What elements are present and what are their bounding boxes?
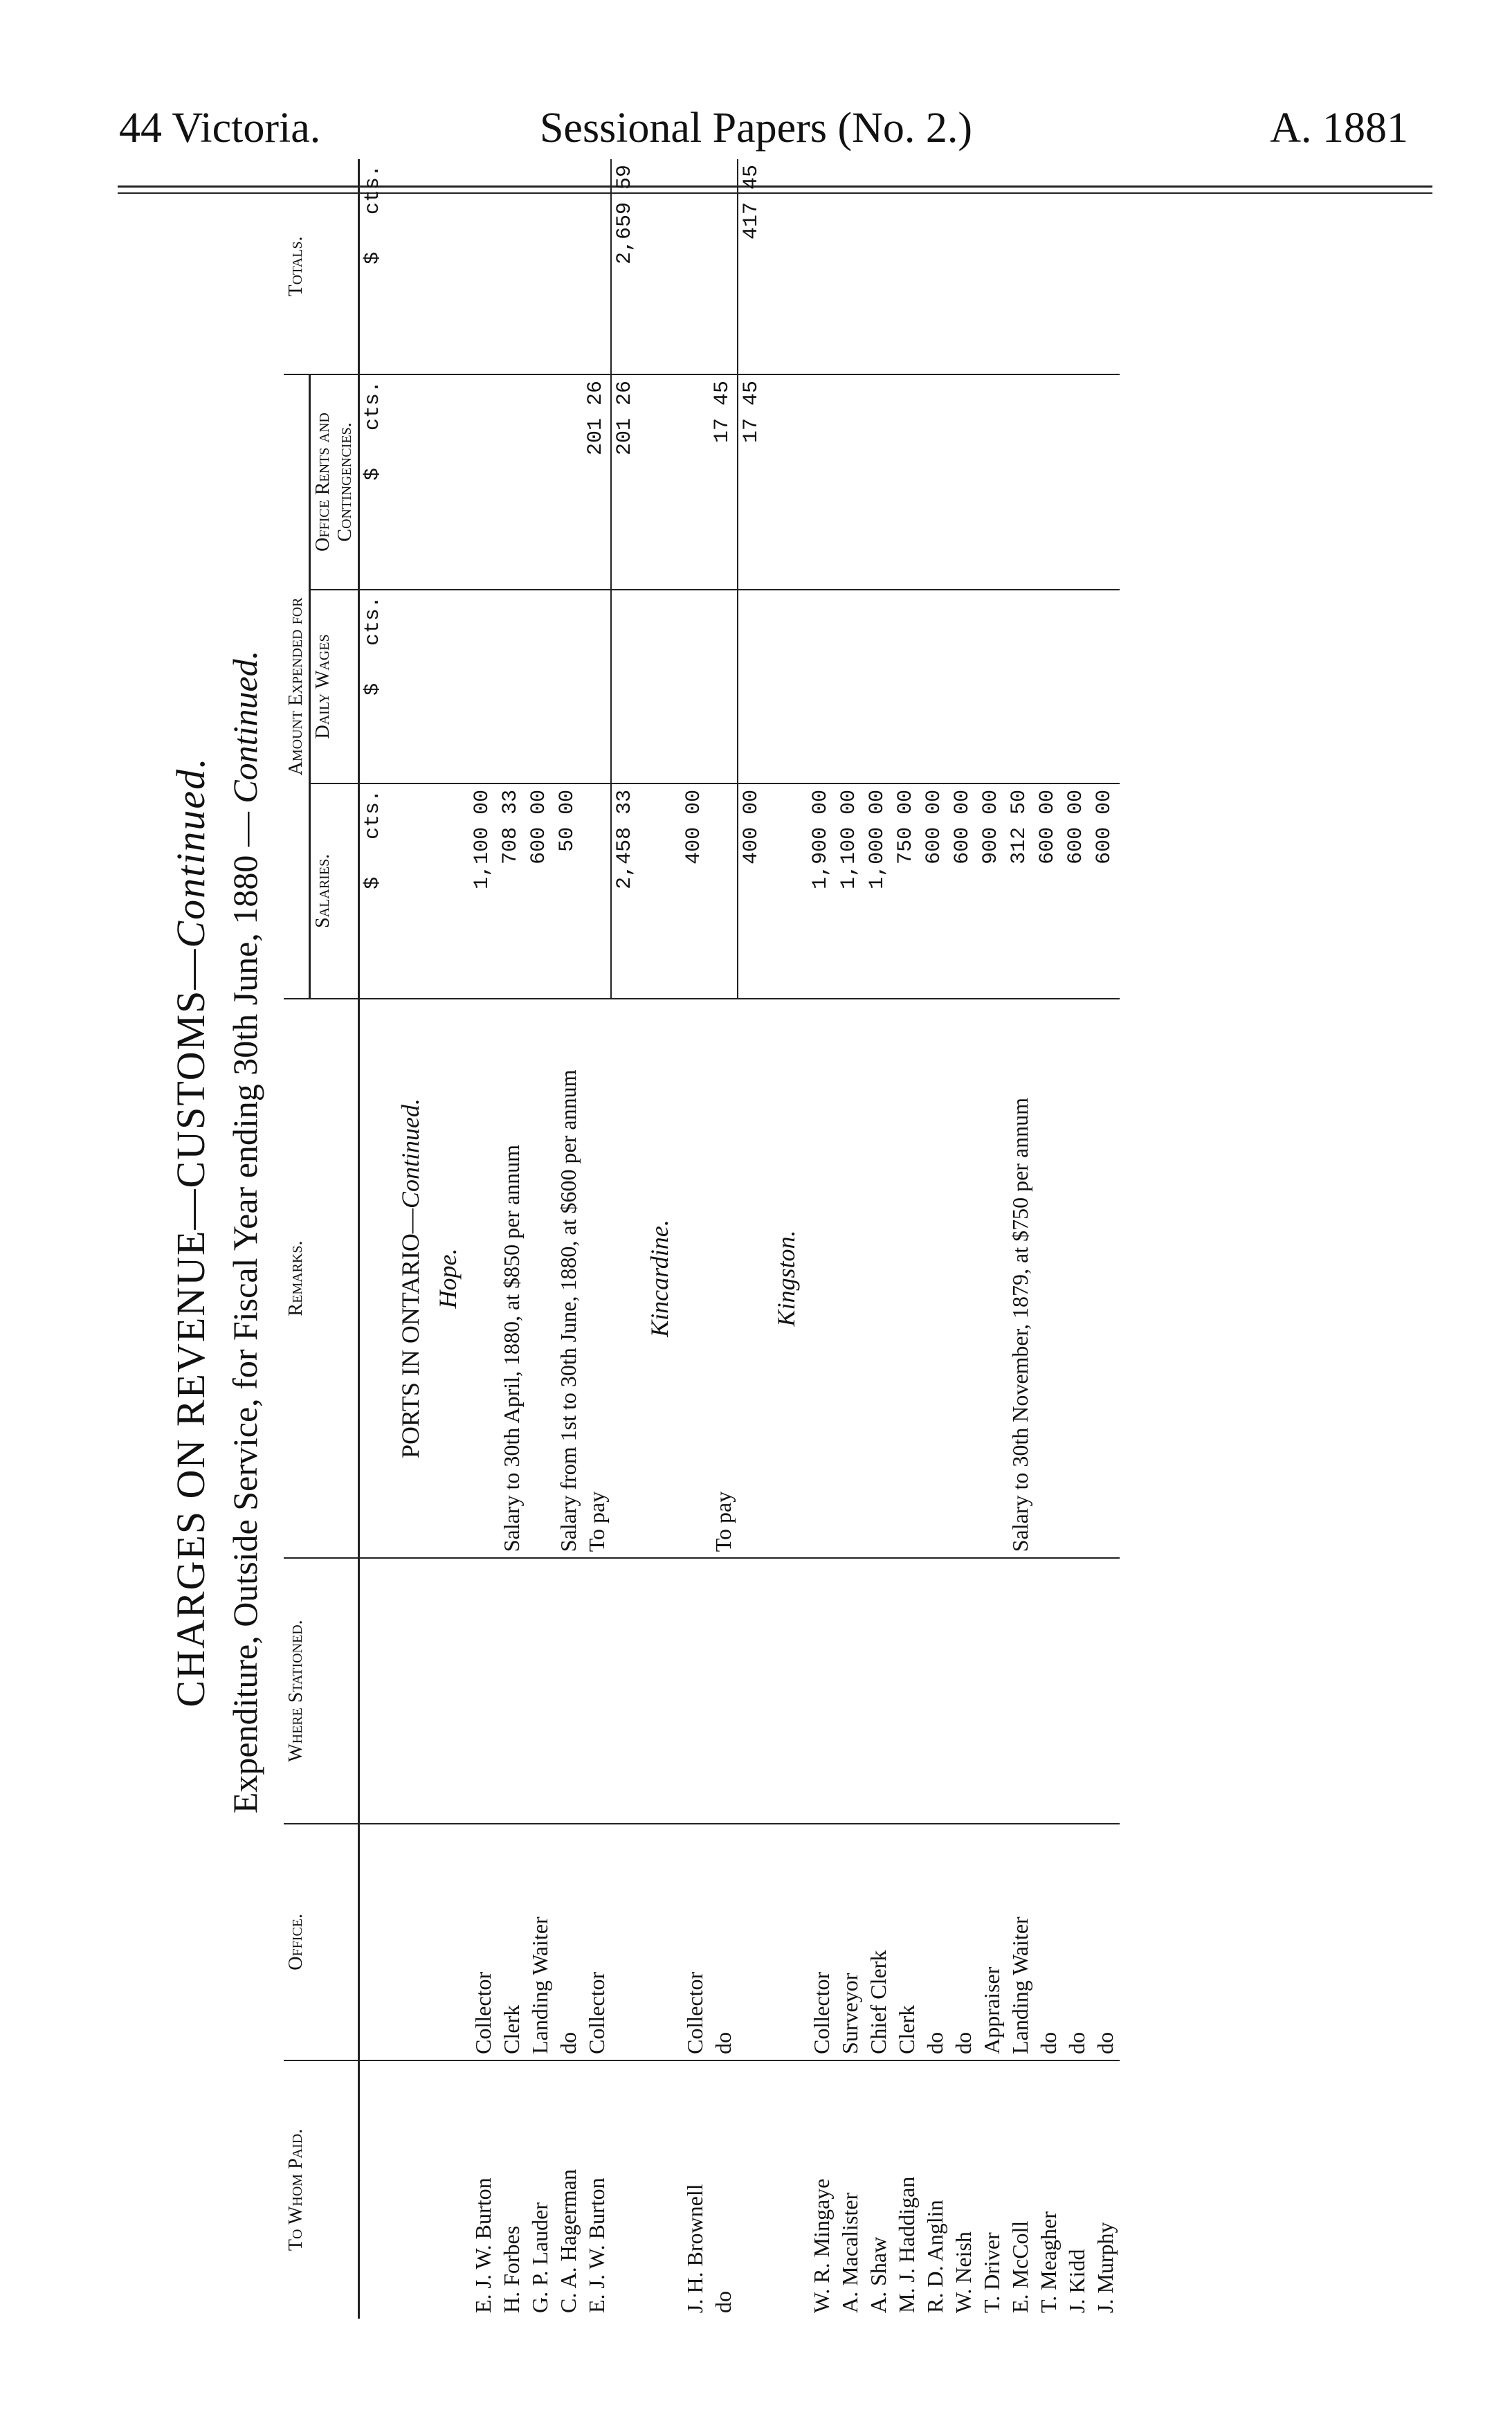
total-amount — [554, 159, 583, 374]
office: do — [1091, 1824, 1120, 2060]
office-rents-amount — [808, 374, 836, 590]
total-amount — [893, 159, 921, 374]
total-amount — [1035, 159, 1063, 374]
blank — [765, 1824, 808, 2060]
table-row — [921, 159, 949, 2319]
daily-wages-amount — [836, 590, 864, 783]
table-row — [498, 159, 526, 2319]
where-stationed — [469, 1558, 498, 1824]
subtotal-row-kincardine — [738, 159, 765, 2319]
header-center: Sessional Papers (No. 2.) — [539, 105, 973, 152]
blank — [638, 590, 681, 783]
payee-name: W. Neish — [951, 2231, 976, 2313]
remarks — [808, 999, 836, 1559]
office: Appraiser — [978, 1824, 1006, 2060]
subtotal-wages — [738, 590, 765, 783]
port-name: Kincardine. — [638, 999, 681, 1559]
total-amount — [498, 159, 526, 374]
page-subtitle — [225, 125, 265, 2339]
where-stationed — [1063, 1558, 1091, 1824]
office-rents-amount — [681, 374, 709, 590]
where-stationed — [583, 1558, 611, 1824]
total-amount — [978, 159, 1006, 374]
where-stationed — [978, 1558, 1006, 1824]
blank — [638, 374, 681, 590]
daily-wages-amount — [921, 590, 949, 783]
payee-name: J. H. Brownell — [682, 2184, 707, 2313]
blank — [638, 2060, 681, 2319]
blank — [765, 159, 808, 374]
office-rents-amount — [978, 374, 1006, 590]
table-row — [836, 159, 864, 2319]
total-amount — [681, 159, 709, 374]
where-stationed — [949, 1558, 978, 1824]
total-amount — [1006, 159, 1035, 374]
office: do — [709, 1824, 738, 2060]
payee-name: T. Driver — [979, 2232, 1004, 2313]
salary-amount: 600 00 — [1091, 783, 1120, 999]
payee-name: A. Shaw — [866, 2236, 891, 2313]
office-rents-amount — [1063, 374, 1091, 590]
remarks — [469, 999, 498, 1559]
payee-name: E. J. W. Burton — [471, 2177, 495, 2313]
total-amount — [583, 159, 611, 374]
col-to-whom: To Whom Paid. — [284, 2060, 359, 2319]
office: Collector — [681, 1824, 709, 2060]
remarks — [978, 999, 1006, 1559]
office-rents-amount — [1006, 374, 1035, 590]
total-amount — [921, 159, 949, 374]
remarks: Salary to 30th April, 1880, at $850 per annum — [498, 999, 526, 1559]
where-stationed — [554, 1558, 583, 1824]
office-rents-amount — [498, 374, 526, 590]
payee-name: E. McColl — [1008, 2220, 1032, 2313]
salary-amount: 1,100 00 — [836, 783, 864, 999]
payee-name: E. J. W. Burton — [584, 2177, 609, 2313]
where-stationed — [709, 1558, 738, 1824]
page-title — [167, 125, 214, 2339]
table-row — [893, 159, 921, 2319]
total-amount — [1063, 159, 1091, 374]
daily-wages-amount — [709, 590, 738, 783]
units-rents: $ cts. — [359, 374, 387, 590]
blank — [765, 374, 808, 590]
office: do — [1063, 1824, 1091, 2060]
port-name: Hope. — [426, 999, 469, 1559]
table-row — [1006, 159, 1035, 2319]
daily-wages-amount — [583, 590, 611, 783]
office-rents-amount: 17 45 — [709, 374, 738, 590]
office-rents-amount — [1035, 374, 1063, 590]
blank — [765, 590, 808, 783]
subtotal-salaries: 400 00 — [738, 783, 765, 999]
table-row — [709, 159, 738, 2319]
blank — [611, 1824, 638, 2060]
salary-amount: 312 50 — [1006, 783, 1035, 999]
col-amount-group: Amount Expended for — [284, 374, 310, 999]
remarks — [526, 999, 554, 1559]
port-total: 417 45 — [738, 159, 765, 374]
blank — [611, 2060, 638, 2319]
office: Landing Waiter — [1006, 1824, 1035, 2060]
remarks — [921, 999, 949, 1559]
payee-name: H. Forbes — [499, 2225, 524, 2313]
payee-name: T. Meagher — [1036, 2211, 1061, 2313]
remarks — [1035, 999, 1063, 1559]
payee-name: do — [711, 2291, 736, 2313]
units-totals: $ cts. — [359, 159, 387, 374]
subtotal-wages — [611, 590, 638, 783]
total-amount — [808, 159, 836, 374]
daily-wages-amount — [1063, 590, 1091, 783]
section-heading: PORTS IN ONTARIO—Continued. — [386, 999, 426, 1559]
office: Collector — [583, 1824, 611, 2060]
port-name: Kingston. — [765, 999, 808, 1559]
office: do — [554, 1824, 583, 2060]
payee-name: R. D. Anglin — [922, 2200, 947, 2313]
port-total: 2,659 59 — [611, 159, 638, 374]
daily-wages-amount — [949, 590, 978, 783]
office: Collector — [469, 1824, 498, 2060]
salary-amount: 600 00 — [949, 783, 978, 999]
office: do — [921, 1824, 949, 2060]
port-row-hope — [426, 159, 469, 2319]
table-row — [978, 159, 1006, 2319]
col-daily-wages: Daily Wages — [310, 590, 359, 783]
office-rents-amount — [836, 374, 864, 590]
blank — [426, 374, 469, 590]
header-left: 44 Victoria. — [119, 105, 321, 152]
col-where: Where Stationed. — [284, 1558, 359, 1824]
office-rents-amount — [864, 374, 893, 590]
blank — [765, 1558, 808, 1824]
blank — [638, 1558, 681, 1824]
col-office: Office. — [284, 1824, 359, 2060]
office: Clerk — [893, 1824, 921, 2060]
daily-wages-amount — [526, 590, 554, 783]
col-office-rents: Office Rents and Contingencies. — [310, 374, 359, 590]
office-rents-amount — [526, 374, 554, 590]
office-rents-amount — [893, 374, 921, 590]
daily-wages-amount — [893, 590, 921, 783]
blank — [611, 1558, 638, 1824]
office-rents-amount — [469, 374, 498, 590]
remarks — [836, 999, 864, 1559]
blank — [765, 2060, 808, 2319]
header-right: A. 1881 — [1270, 105, 1408, 152]
blank — [638, 783, 681, 999]
where-stationed — [864, 1558, 893, 1824]
table-row — [808, 159, 836, 2319]
daily-wages-amount — [1006, 590, 1035, 783]
payee-name: A. Macalister — [837, 2192, 862, 2313]
blank — [426, 1824, 469, 2060]
daily-wages-amount — [1091, 590, 1120, 783]
where-stationed — [1006, 1558, 1035, 1824]
col-salaries: Salaries. — [310, 783, 359, 999]
table-row — [1091, 159, 1120, 2319]
office-rents-amount — [921, 374, 949, 590]
daily-wages-amount — [554, 590, 583, 783]
blank — [611, 999, 638, 1559]
payee-name: W. R. Mingaye — [809, 2178, 834, 2313]
where-stationed — [921, 1558, 949, 1824]
col-totals: Totals. — [284, 159, 359, 374]
subtitle-cont: Continued. — [226, 650, 264, 804]
daily-wages-amount — [978, 590, 1006, 783]
blank — [765, 783, 808, 999]
blank — [738, 1558, 765, 1824]
blank — [426, 159, 469, 374]
title-cont: Continued. — [168, 756, 213, 948]
table-row — [1063, 159, 1091, 2319]
daily-wages-amount — [864, 590, 893, 783]
total-amount — [836, 159, 864, 374]
units-row — [359, 159, 387, 2319]
units-wages: $ cts. — [359, 590, 387, 783]
table-row — [554, 159, 583, 2319]
salary-amount: 900 00 — [978, 783, 1006, 999]
salary-amount: 600 00 — [526, 783, 554, 999]
remarks: Salary from 1st to 30th June, 1880, at $600 per annum — [554, 999, 583, 1559]
subtotal-rents: 201 26 — [611, 374, 638, 590]
total-amount — [709, 159, 738, 374]
office: do — [949, 1824, 978, 2060]
office: Collector — [808, 1824, 836, 2060]
salary-amount: 708 33 — [498, 783, 526, 999]
table-row — [864, 159, 893, 2319]
office-rents-amount — [949, 374, 978, 590]
office-rents-amount — [1091, 374, 1120, 590]
salary-amount: 750 00 — [893, 783, 921, 999]
where-stationed — [681, 1558, 709, 1824]
subtitle-main: Expenditure, Outside Service, for Fiscal Year ending 30th June, 1880 — — [226, 812, 264, 1814]
daily-wages-amount — [1035, 590, 1063, 783]
office-rents-amount — [554, 374, 583, 590]
remarks: To pay — [709, 999, 738, 1559]
salary-amount: 600 00 — [1035, 783, 1063, 999]
total-amount — [949, 159, 978, 374]
salary-amount: 600 00 — [1063, 783, 1091, 999]
daily-wages-amount — [681, 590, 709, 783]
daily-wages-amount — [498, 590, 526, 783]
payee-name: M. J. Haddigan — [894, 2176, 919, 2313]
blank — [426, 590, 469, 783]
subtotal-salaries: 2,458 33 — [611, 783, 638, 999]
port-row-kincardine — [638, 159, 681, 2319]
salary-amount: 400 00 — [681, 783, 709, 999]
total-amount — [864, 159, 893, 374]
table-row — [526, 159, 554, 2319]
total-amount — [526, 159, 554, 374]
blank — [738, 1824, 765, 2060]
office: do — [1035, 1824, 1063, 2060]
blank — [738, 999, 765, 1559]
remarks — [681, 999, 709, 1559]
blank — [638, 159, 681, 374]
col-remarks: Remarks. — [284, 999, 359, 1559]
subtotal-row-hope — [611, 159, 638, 2319]
payee-name: C. A. Hagerman — [556, 2169, 581, 2313]
salary-amount — [583, 783, 611, 999]
header-row-1 — [284, 159, 310, 2319]
title-main: CHARGES ON REVENUE—CUSTOMS— — [168, 948, 213, 1707]
remarks — [1091, 999, 1120, 1559]
salary-amount: 1,100 00 — [469, 783, 498, 999]
where-stationed — [1035, 1558, 1063, 1824]
office: Clerk — [498, 1824, 526, 2060]
remarks — [949, 999, 978, 1559]
blank — [426, 783, 469, 999]
daily-wages-amount — [808, 590, 836, 783]
table-row — [1035, 159, 1063, 2319]
office: Chief Clerk — [864, 1824, 893, 2060]
remarks — [893, 999, 921, 1559]
table-row — [469, 159, 498, 2319]
port-row-kingston — [765, 159, 808, 2319]
remarks — [1063, 999, 1091, 1559]
where-stationed — [893, 1558, 921, 1824]
units-salaries: $ cts. — [359, 783, 387, 999]
payee-name: G. P. Lauder — [527, 2202, 552, 2313]
blank — [426, 1558, 469, 1824]
table-row — [681, 159, 709, 2319]
salary-amount: 1,900 00 — [808, 783, 836, 999]
office: Landing Waiter — [526, 1824, 554, 2060]
salary-amount — [709, 783, 738, 999]
table-row — [583, 159, 611, 2319]
rotated-page-body — [159, 125, 1405, 2339]
office: Surveyor — [836, 1824, 864, 2060]
salary-amount: 50 00 — [554, 783, 583, 999]
subtotal-rents: 17 45 — [738, 374, 765, 590]
blank — [738, 2060, 765, 2319]
total-amount — [469, 159, 498, 374]
where-stationed — [808, 1558, 836, 1824]
remarks: To pay — [583, 999, 611, 1559]
remarks: Salary to 30th November, 1879, at $750 per annum — [1006, 999, 1035, 1559]
blank — [638, 1824, 681, 2060]
table-row — [949, 159, 978, 2319]
section-row — [386, 159, 426, 2319]
where-stationed — [1091, 1558, 1120, 1824]
payee-name: J. Murphy — [1093, 2222, 1118, 2313]
where-stationed — [526, 1558, 554, 1824]
where-stationed — [836, 1558, 864, 1824]
salary-amount: 600 00 — [921, 783, 949, 999]
remarks — [864, 999, 893, 1559]
salary-amount: 1,000 00 — [864, 783, 893, 999]
daily-wages-amount — [469, 590, 498, 783]
blank — [426, 2060, 469, 2319]
expenditure-table — [284, 159, 1120, 2319]
payee-name: J. Kidd — [1064, 2249, 1089, 2313]
ledger-body — [359, 159, 1120, 2319]
total-amount — [1091, 159, 1120, 374]
where-stationed — [498, 1558, 526, 1824]
office-rents-amount: 201 26 — [583, 374, 611, 590]
